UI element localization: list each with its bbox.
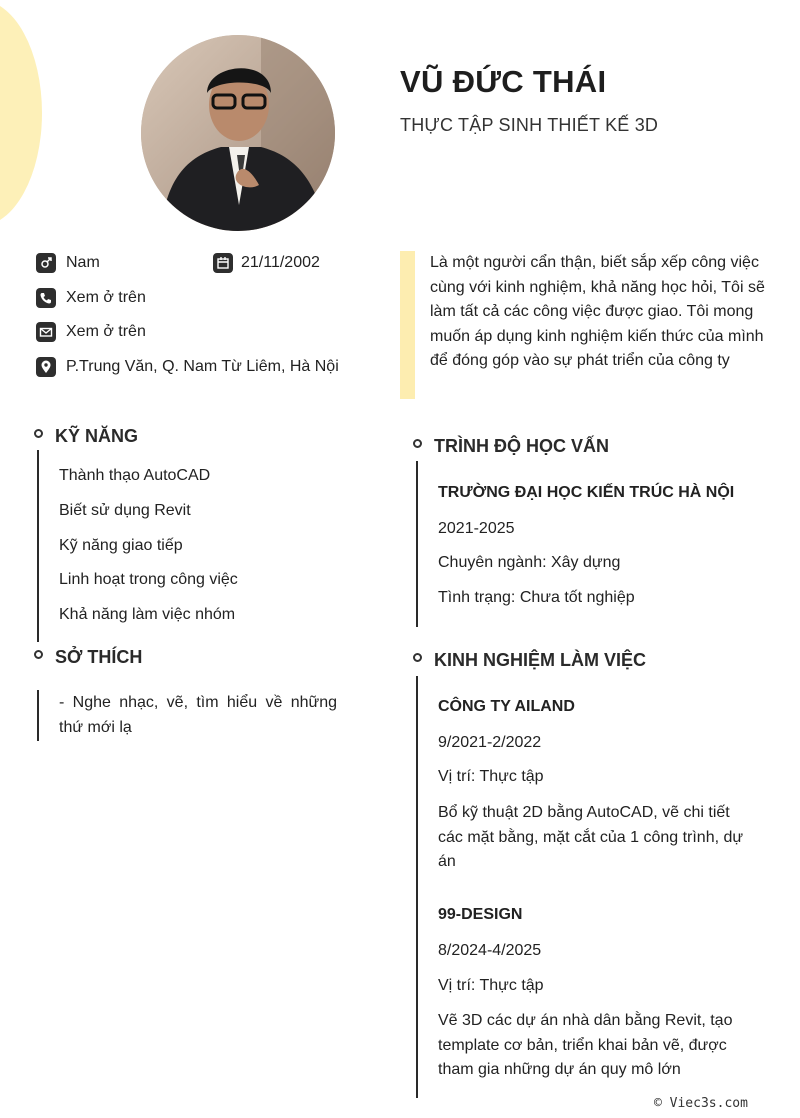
- phone-icon: [36, 288, 56, 308]
- job-role: Vị trí: Thực tập: [438, 977, 544, 994]
- education-status: Tình trạng: Chưa tốt nghiệp: [438, 589, 635, 606]
- education-major: Chuyên ngành: Xây dựng: [438, 554, 621, 571]
- gender-icon: [36, 253, 56, 273]
- job-period: 8/2024-4/2025: [438, 942, 542, 959]
- gender-row: [36, 253, 100, 273]
- education-section-title: [413, 436, 609, 457]
- job-period: 9/2021-2/2022: [438, 734, 542, 751]
- skills-section-title: [34, 426, 138, 447]
- address-value: P.Trung Văn, Q. Nam Từ Liêm, Hà Nội: [66, 358, 339, 375]
- profile-photo: [141, 35, 335, 231]
- education-period: 2021-2025: [438, 520, 515, 537]
- hobbies-bullet-icon: [34, 650, 43, 659]
- education-title: TRÌNH ĐỘ HỌC VẤN: [434, 436, 609, 456]
- birthday-row: [213, 253, 320, 273]
- job-position: THỰC TẬP SINH THIẾT KẾ 3D: [400, 115, 659, 135]
- education-bullet-icon: [413, 439, 422, 448]
- experience-bullet-icon: [413, 653, 422, 662]
- experience-section-title: [413, 650, 646, 671]
- location-icon: [36, 357, 56, 377]
- career-summary: Là một người cẩn thận, biết sắp xếp công việc cùng với kinh nghiệm, khả năng học hỏi, Tôi sẽ làm tất cả các công việc được giao. Tôi mong muốn áp dụng kinh nghiệm kiến thức của mình để đóng góp vào sự phát triển của công ty: [430, 254, 765, 369]
- skills-timeline-line: [37, 450, 39, 642]
- job-description: Vẽ 3D các dự án nhà dân bằng Revit, tạo template cơ bản, triển khai bản vẽ, được tham gia những dự án quy mô lớn: [438, 1012, 733, 1078]
- skill-item: Biết sử dụng Revit: [59, 502, 191, 519]
- gender-value: Nam: [66, 254, 100, 271]
- skills-title: KỸ NĂNG: [55, 426, 139, 446]
- skill-item: Thành thạo AutoCAD: [59, 467, 211, 484]
- email-row: [36, 322, 146, 342]
- candidate-name: VŨ ĐỨC THÁI: [400, 64, 607, 99]
- email-icon: [36, 322, 56, 342]
- decorative-half-circle: [0, 0, 42, 226]
- hobbies-timeline-line: [37, 690, 39, 741]
- birthday-value: 21/11/2002: [241, 254, 320, 271]
- calendar-icon: [213, 253, 233, 273]
- skill-item: Khả năng làm việc nhóm: [59, 606, 236, 623]
- hobbies-title: SỞ THÍCH: [55, 647, 143, 667]
- job-company: 99-DESIGN: [438, 906, 523, 923]
- summary-accent-bar: [400, 251, 415, 399]
- email-value: Xem ở trên: [66, 323, 146, 340]
- job-description: Bổ kỹ thuật 2D bằng AutoCAD, vẽ chi tiết các mặt bằng, mặt cắt của 1 công trình, dự án: [438, 804, 744, 870]
- hobbies-section-title: [34, 647, 142, 668]
- experience-timeline-line: [416, 676, 418, 1098]
- education-timeline-line: [416, 461, 418, 627]
- skills-bullet-icon: [34, 429, 43, 438]
- job-role: Vị trí: Thực tập: [438, 768, 544, 785]
- hobbies-text: - Nghe nhạc, vẽ, tìm hiểu về những thứ mới lạ: [59, 694, 337, 736]
- phone-value: Xem ở trên: [66, 289, 146, 306]
- address-row: [36, 357, 339, 377]
- experience-title: KINH NGHIỆM LÀM VIỆC: [434, 650, 647, 670]
- skill-item: Kỹ năng giao tiếp: [59, 537, 183, 554]
- skill-item: Linh hoạt trong công việc: [59, 571, 238, 588]
- phone-row: [36, 288, 146, 308]
- footer-watermark: © Viec3s.com: [654, 1096, 748, 1111]
- education-school: TRƯỜNG ĐẠI HỌC KIẾN TRÚC HÀ NỘI: [438, 484, 735, 501]
- job-company: CÔNG TY AILAND: [438, 698, 575, 715]
